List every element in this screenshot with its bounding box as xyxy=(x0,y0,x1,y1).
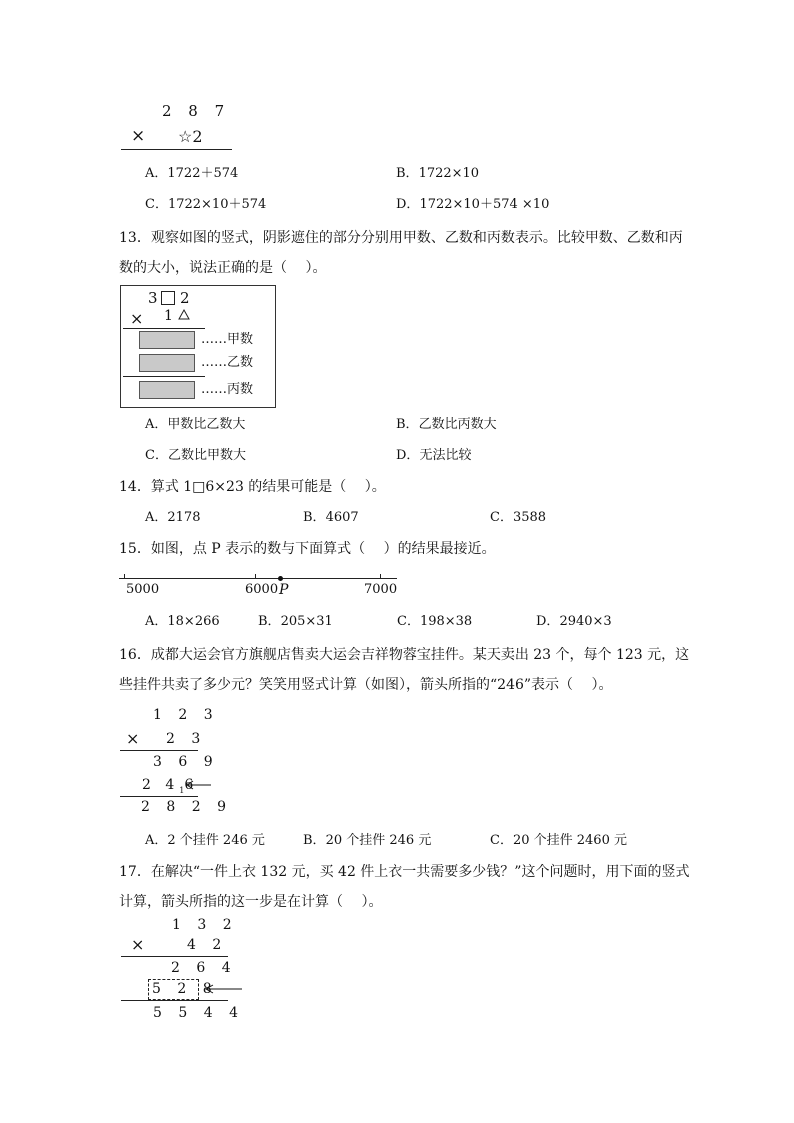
p12-times-sign: × xyxy=(131,126,146,146)
q13-option-b: B．乙数比丙数大 xyxy=(396,417,497,432)
q16-times-sign: × xyxy=(126,729,140,748)
q13-option-a: A．甲数比乙数大 xyxy=(145,417,246,432)
triangle-placeholder-icon xyxy=(178,309,190,320)
q17-row1-multiplicand: 1 3 2 xyxy=(172,917,238,933)
q14-option-c: C．3588 xyxy=(490,510,547,525)
q13-rule-2 xyxy=(123,376,205,377)
q17-stem-line1: 17．在解决“一件上衣 132 元，买 42 件上衣一共需要多少钱？”这个问题时，用下面的竖式 xyxy=(119,864,690,880)
q16-stem-line2: 些挂件共卖了多少元？笑笑用竖式计算（如图），箭头所指的“246”表示（ ）。 xyxy=(119,677,613,693)
q13-figure xyxy=(120,285,276,408)
q13-stem-line2: 数的大小，说法正确的是（ ）。 xyxy=(119,260,327,276)
p12-top-number: 2 8 7 xyxy=(162,102,231,120)
q13-fig-top-2: 2 xyxy=(180,289,190,307)
arrow-left-icon xyxy=(203,983,243,995)
q17-row2-multiplier: 4 2 xyxy=(187,937,228,953)
q15-tick-label-7000: 7000 xyxy=(364,582,398,597)
q13-square-placeholder xyxy=(161,291,175,305)
q16-row1-multiplicand: 1 2 3 xyxy=(153,707,219,723)
q15-tick-5000 xyxy=(124,574,125,579)
q16-rule-1 xyxy=(120,750,198,751)
q16-row4-partial: 2 $4_16$ xyxy=(142,777,194,795)
q13-shaded-jia xyxy=(139,331,195,349)
q15-tick-label-5000: 5000 xyxy=(126,582,160,597)
q17-row4-partial: 5 2 8 xyxy=(152,981,218,997)
q16-option-b: B．20 个挂件 246 元 xyxy=(303,833,432,848)
q13-option-c: C．乙数比甲数大 xyxy=(145,448,246,463)
q16-stem-line1: 16．成都大运会官方旗舰店售卖大运会吉祥物蓉宝挂件。某天卖出 23 个，每个 123 元，这 xyxy=(119,647,690,663)
q15-tick-7000 xyxy=(380,574,381,579)
q15-stem: 15．如图，点 P 表示的数与下面算式（ ）的结果最接近。 xyxy=(119,541,496,557)
q16-row2-multiplier: 2 3 xyxy=(166,731,207,747)
q13-stem-line1: 13．观察如图的竖式，阴影遮住的部分分别用甲数、乙数和丙数表示。比较甲数、乙数和丙 xyxy=(119,230,683,246)
q15-option-b: B．205×31 xyxy=(258,614,333,629)
p12-rule xyxy=(121,149,232,150)
q17-row3-partial: 2 6 4 xyxy=(171,960,237,976)
q13-label-bing: ……丙数 xyxy=(201,382,254,397)
q13-fig-second-1: 1 xyxy=(164,308,173,324)
q13-label-jia: ……甲数 xyxy=(201,332,254,347)
q16-row3-partial: 3 6 9 xyxy=(153,754,219,770)
q17-rule-1 xyxy=(121,956,228,957)
q16-option-c: C．20 个挂件 2460 元 xyxy=(490,833,627,848)
q16-option-a: A．2 个挂件 246 元 xyxy=(145,833,265,848)
q13-fig-top-3: 3 xyxy=(148,289,158,307)
q13-rule-1 xyxy=(123,328,205,329)
q13-shaded-yi xyxy=(139,354,195,372)
p12-option-d: D．1722×10＋574 ×10 xyxy=(396,197,550,212)
q14-stem: 14．算式 1□6×23 的结果可能是（ ）。 xyxy=(119,479,386,495)
p12-bottom-number: ☆2 xyxy=(178,127,203,146)
q13-times-sign: × xyxy=(130,309,144,328)
q17-row5-product: 5 5 4 4 xyxy=(153,1005,244,1021)
q15-tick-label-6000: 6000 xyxy=(245,582,279,597)
q14-option-a: A．2178 xyxy=(145,510,201,525)
q17-times-sign: × xyxy=(131,935,145,954)
p12-option-b: B．1722×10 xyxy=(396,166,480,181)
q13-label-yi: ……乙数 xyxy=(201,355,254,370)
q13-shaded-bing xyxy=(139,381,195,399)
q15-number-line xyxy=(115,570,405,600)
p12-option-a: A．1722＋574 xyxy=(145,166,239,181)
q17-rule-2 xyxy=(121,1000,228,1001)
q15-option-a: A．18×266 xyxy=(145,614,220,629)
q15-tick-6000 xyxy=(255,574,256,579)
q16-row5-product: 2 8 2 9 xyxy=(141,799,232,815)
q15-option-c: C．198×38 xyxy=(397,614,473,629)
p12-option-c: C．1722×10＋574 xyxy=(145,197,267,212)
q13-option-d: D．无法比较 xyxy=(396,448,472,463)
q15-option-d: D．2940×3 xyxy=(536,614,612,629)
arrow-left-icon xyxy=(184,779,212,791)
q15-axis xyxy=(119,578,397,579)
q15-point-label-p: P xyxy=(279,582,289,598)
q14-option-b: B．4607 xyxy=(303,510,359,525)
q17-stem-line2: 计算，箭头所指的这一步是在计算（ ）。 xyxy=(119,894,383,910)
